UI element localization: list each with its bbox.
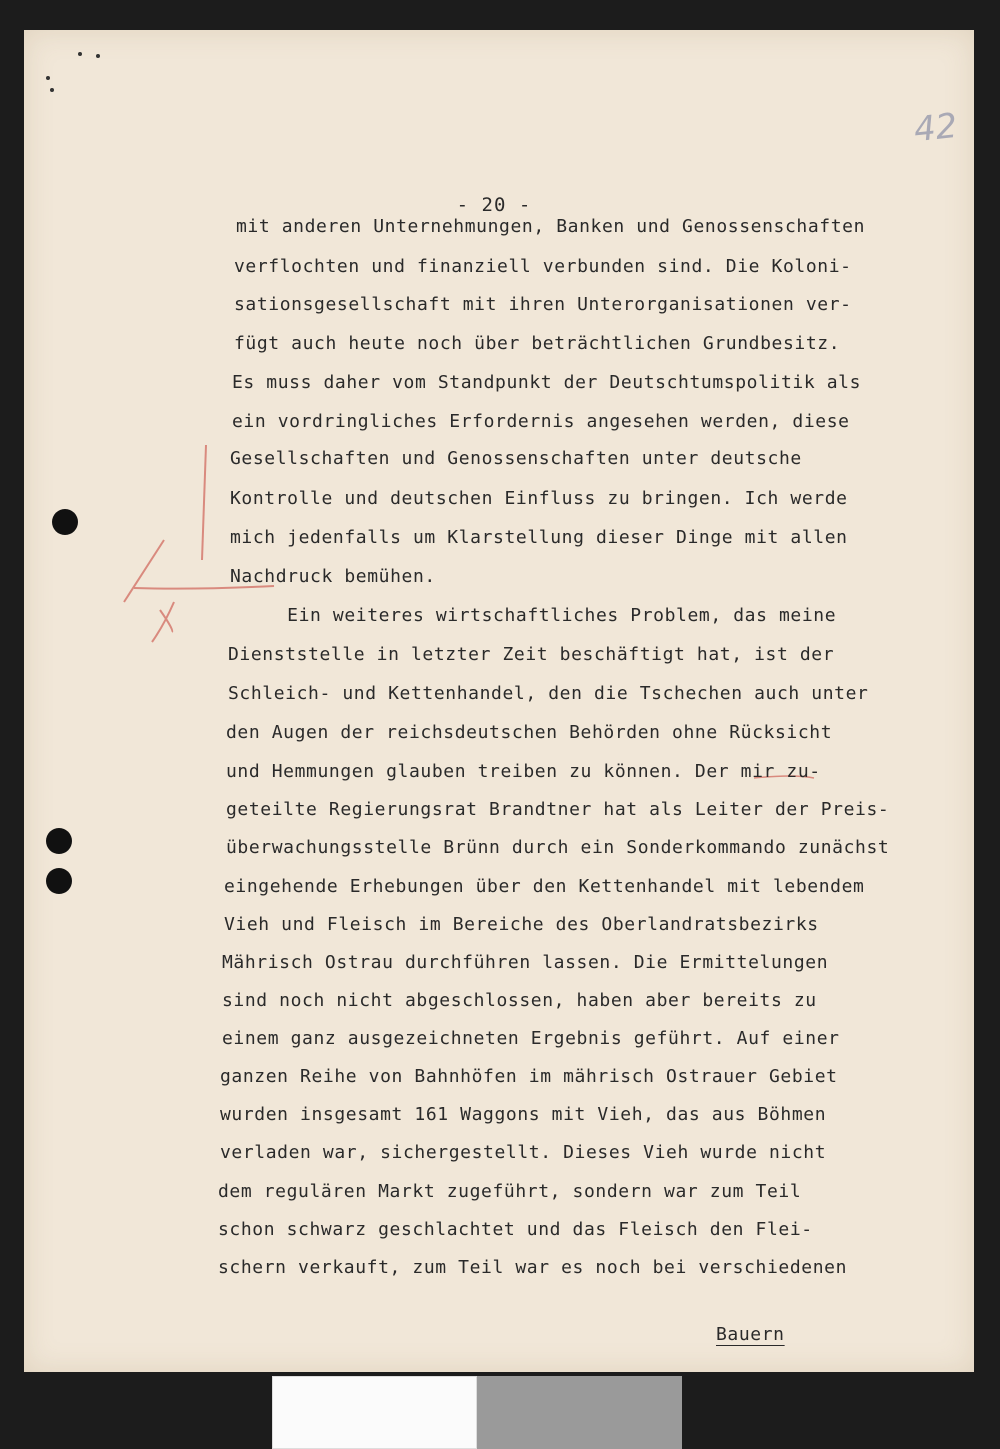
text-line: Mährisch Ostrau durchführen lassen. Die Ermittelungen	[222, 952, 829, 973]
color-calibration-strip	[272, 1376, 682, 1449]
text-line: Ein weiteres wirtschaftliches Problem, das meine	[230, 605, 837, 626]
text-line: überwachungsstelle Brünn durch ein Sonderkommando zunächst	[226, 837, 890, 858]
text-line: schern verkauft, zum Teil war es noch bei verschiedenen	[218, 1257, 848, 1278]
calibration-gray-patch	[477, 1376, 682, 1449]
text-line: verflochten und finanziell verbunden sind. Die Koloni-	[234, 256, 852, 277]
calibration-white-patch	[272, 1376, 477, 1449]
text-line: Vieh und Fleisch im Bereiche des Oberlandratsbezirks	[224, 914, 819, 935]
document-page	[24, 30, 974, 1372]
text-line: Es muss daher vom Standpunkt der Deutschtumspolitik als	[232, 372, 862, 393]
text-line: schon schwarz geschlachtet und das Fleisch den Flei-	[218, 1219, 813, 1240]
text-line: sationsgesellschaft mit ihren Unterorganisationen ver-	[234, 294, 852, 315]
page-number: - 20 -	[456, 194, 532, 216]
text-line: ein vordringliches Erfordernis angesehen werden, diese	[232, 411, 850, 432]
text-line: geteilte Regierungsrat Brandtner hat als Leiter der Preis-	[226, 799, 890, 820]
text-line: sind noch nicht abgeschlossen, haben aber bereits zu	[222, 990, 817, 1011]
text-line: Schleich- und Kettenhandel, den die Tschechen auch unter	[228, 683, 869, 704]
text-line: Dienststelle in letzter Zeit beschäftigt hat, ist der	[228, 644, 835, 665]
text-line: fügt auch heute noch über beträchtlichen Grundbesitz.	[234, 333, 841, 354]
text-line: wurden insgesamt 161 Waggons mit Vieh, das aus Böhmen	[220, 1104, 827, 1125]
text-line: ganzen Reihe von Bahnhöfen im mährisch Ostrauer Gebiet	[220, 1066, 838, 1087]
text-line: Kontrolle und deutschen Einfluss zu bringen. Ich werde	[230, 488, 848, 509]
text-line: dem regulären Markt zugeführt, sondern war zum Teil	[218, 1181, 802, 1202]
text-line: den Augen der reichsdeutschen Behörden ohne Rücksicht	[226, 722, 833, 743]
text-line: Nachdruck bemühen.	[230, 566, 436, 587]
text-line: verladen war, sichergestellt. Dieses Vieh wurde nicht	[220, 1142, 827, 1163]
text-line: Gesellschaften und Genossenschaften unter deutsche	[230, 448, 802, 469]
text-line: und Hemmungen glauben treiben zu können. Der mir zu-	[226, 761, 821, 782]
text-line: mit anderen Unternehmungen, Banken und Genossenschaften	[236, 216, 866, 237]
text-line: mich jedenfalls um Klarstellung dieser Dinge mit allen	[230, 527, 848, 548]
continuation-word: Bauern	[716, 1324, 785, 1345]
text-line: eingehende Erhebungen über den Kettenhandel mit lebendem	[224, 876, 865, 897]
archive-number: 42	[912, 105, 960, 151]
text-line: einem ganz ausgezeichneten Ergebnis geführt. Auf einer	[222, 1028, 840, 1049]
